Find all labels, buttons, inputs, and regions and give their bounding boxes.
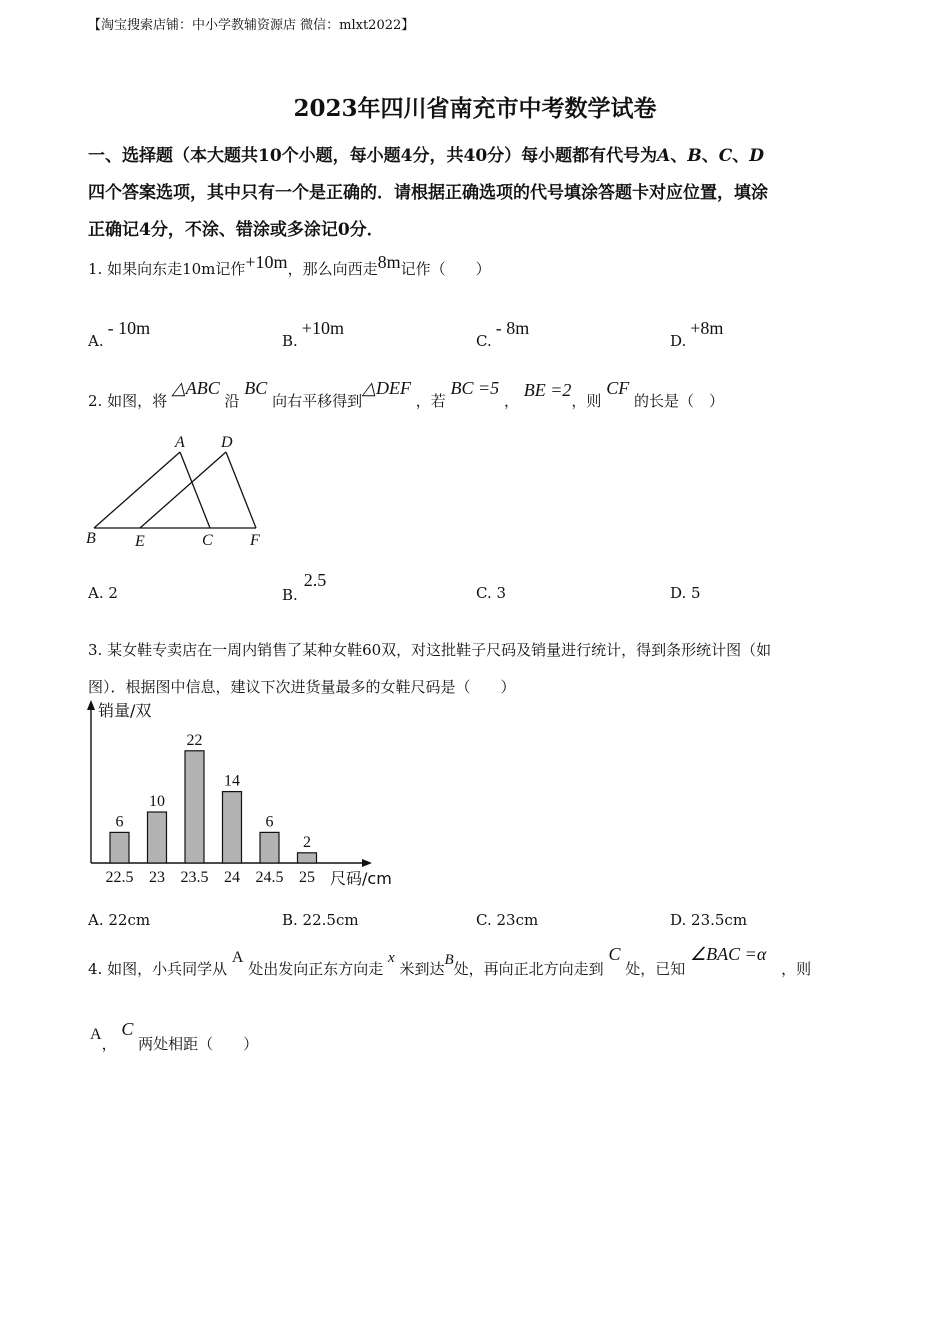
label-c: C bbox=[202, 532, 213, 549]
q3-line-2: 图）．根据图中信息，建议下次进货量最多的女鞋尺码是（ ） bbox=[88, 678, 516, 696]
q2-text-d: ，若 bbox=[415, 392, 446, 410]
q2-math-triangle-def: △DEF bbox=[362, 378, 411, 398]
q3-line-1: 3. 某女鞋专卖店在一周内销售了某种女鞋60双，对这批鞋子尺码及销量进行统计，得到条形统计图（如 bbox=[88, 641, 772, 659]
section-instructions bbox=[88, 138, 868, 249]
option-value: 2.5 bbox=[303, 570, 327, 590]
page-header: 【淘宝搜索店铺：中小学教辅资源店 微信：mlxt2022】 bbox=[88, 18, 415, 33]
bar-23.5 bbox=[185, 751, 204, 863]
bar-value-label: 2 bbox=[303, 833, 311, 851]
sep: 、 bbox=[732, 146, 750, 166]
question-1 bbox=[88, 252, 491, 279]
q2-comma: ， bbox=[503, 392, 519, 410]
option-value: - 8m bbox=[495, 318, 530, 338]
q4-text-d: 处，再向正北方向走到 bbox=[453, 960, 604, 978]
bar-value-label: 6 bbox=[265, 813, 274, 831]
q1-option-a[interactable] bbox=[88, 318, 151, 351]
option-label: A. bbox=[88, 332, 104, 350]
q4-line2-c: C bbox=[121, 1019, 134, 1039]
section-line-1: 一、选择题（本大题共10个小题，每小题4分，共40分）每小题都有代号为 bbox=[88, 146, 658, 166]
q1-option-c[interactable] bbox=[476, 318, 530, 351]
q4-line2-comma: ， bbox=[101, 1035, 117, 1053]
letter-c: C bbox=[718, 146, 733, 166]
q4-math-angle: ∠BAC =α bbox=[690, 944, 767, 964]
q3-option-a[interactable]: A. 22cm bbox=[88, 911, 151, 929]
q4-text-e: 处，已知 bbox=[625, 960, 686, 978]
segment-ac bbox=[180, 452, 210, 528]
question-2 bbox=[88, 378, 725, 411]
q2-option-d[interactable] bbox=[670, 584, 701, 602]
option-value: +10m bbox=[301, 318, 344, 338]
segment-ed bbox=[140, 452, 226, 528]
bar-23 bbox=[148, 812, 167, 863]
letter-d: D bbox=[749, 146, 765, 166]
bar-value-label: 6 bbox=[115, 813, 124, 831]
q2-text-f: 的长是（ ） bbox=[634, 392, 725, 410]
x-tick-label: 25 bbox=[299, 869, 315, 886]
q2-math-bc: BC bbox=[244, 378, 268, 398]
bar-24.5 bbox=[260, 832, 279, 863]
y-axis-label: 销量/双 bbox=[98, 701, 152, 720]
q1-math-1: +10m bbox=[245, 252, 288, 272]
letter-b: B bbox=[687, 146, 702, 166]
segment-df bbox=[226, 452, 256, 528]
bar-24 bbox=[223, 792, 242, 863]
q2-option-c[interactable] bbox=[476, 584, 506, 602]
bar-22.5 bbox=[110, 832, 129, 863]
label-e: E bbox=[135, 533, 145, 550]
label-a: A bbox=[175, 434, 185, 451]
q4-text-c: 米到达 bbox=[399, 960, 445, 978]
section-line-2: 四个答案选项，其中只有一个是正确的．请根据正确选项的代号填涂答题卡对应位置，填涂 bbox=[88, 183, 768, 203]
letter-a: A bbox=[657, 146, 671, 166]
option-label: C. 3 bbox=[476, 584, 507, 602]
q4-math-a: A bbox=[231, 949, 244, 966]
x-tick-label: 24 bbox=[224, 869, 240, 886]
sep: 、 bbox=[701, 146, 719, 166]
x-tick-label: 24.5 bbox=[255, 869, 284, 886]
q3-option-b[interactable]: B. 22.5cm bbox=[282, 911, 359, 929]
page-title: 2023年四川省南充市中考数学试卷 bbox=[293, 95, 657, 122]
q1-text: 1. 如果向东走10m记作 bbox=[88, 260, 246, 278]
question-3 bbox=[88, 632, 771, 706]
q1-option-d[interactable] bbox=[670, 318, 724, 351]
q3-option-c[interactable]: C. 23cm bbox=[476, 911, 539, 929]
section-line-3: 正确记4分，不涂、错涂或多涂记0分． bbox=[88, 220, 384, 240]
y-axis-arrow bbox=[87, 700, 95, 710]
q1-math-2: 8m bbox=[377, 252, 401, 272]
q2-option-a[interactable] bbox=[88, 584, 118, 602]
q3-option-d[interactable]: D. 23.5cm bbox=[670, 911, 748, 929]
q2-text-b: 沿 bbox=[224, 392, 240, 410]
sep: 、 bbox=[670, 146, 688, 166]
q2-math-be-2: BE =2 bbox=[523, 380, 572, 400]
shoe-size-bar-chart bbox=[80, 696, 410, 892]
label-f: F bbox=[250, 532, 260, 549]
option-label: C. bbox=[476, 332, 492, 350]
option-label: D. 5 bbox=[670, 584, 701, 602]
segment-ba bbox=[94, 452, 180, 528]
q4-math-x: x bbox=[388, 950, 395, 966]
q2-text-a: 2. 如图，将 bbox=[88, 392, 168, 410]
option-value: - 10m bbox=[107, 318, 151, 338]
q4-text-b: 处出发向正东方向走 bbox=[248, 960, 384, 978]
q4-math-b: B bbox=[444, 952, 454, 968]
option-value: +8m bbox=[690, 318, 724, 338]
bar-value-label: 22 bbox=[186, 731, 203, 749]
q1-text-b: ，那么向西走 bbox=[287, 260, 378, 278]
q2-math-bc-5: BC =5 bbox=[450, 378, 500, 398]
q2-math-cf: CF bbox=[606, 378, 630, 398]
x-tick-label: 22.5 bbox=[105, 869, 134, 886]
q1-text-c: 记作（ ） bbox=[400, 260, 491, 278]
label-d: D bbox=[221, 434, 233, 451]
question-4-line-2 bbox=[90, 1019, 259, 1054]
q1-option-b[interactable] bbox=[282, 318, 344, 351]
option-label: D. bbox=[670, 332, 687, 350]
q2-option-b[interactable] bbox=[282, 570, 327, 605]
q2-math-triangle-abc: △ABC bbox=[171, 378, 220, 398]
q4-line2-text: 两处相距（ ） bbox=[138, 1035, 259, 1053]
label-b: B bbox=[86, 530, 96, 547]
question-4 bbox=[88, 944, 812, 979]
option-label: A. 2 bbox=[88, 584, 118, 602]
q4-text-f: ，则 bbox=[781, 960, 812, 978]
bar-value-label: 10 bbox=[149, 793, 165, 810]
bar-value-label: 14 bbox=[224, 772, 240, 790]
q4-math-c: C bbox=[608, 944, 621, 964]
option-label: B. bbox=[282, 332, 298, 350]
x-tick-label: 23 bbox=[149, 869, 165, 886]
bar-25 bbox=[298, 853, 317, 863]
option-label: B. bbox=[282, 586, 298, 604]
q4-text-a: 4. 如图，小兵同学从 bbox=[88, 960, 228, 978]
q4-line2-a: A bbox=[90, 1026, 102, 1043]
x-tick-label: 23.5 bbox=[180, 869, 209, 886]
q2-text-c: 向右平移得到 bbox=[272, 392, 363, 410]
x-axis-label: 尺码/cm bbox=[330, 869, 392, 888]
x-axis-arrow bbox=[362, 859, 372, 867]
triangle-translation-figure bbox=[80, 428, 280, 553]
q2-text-e: ，则 bbox=[571, 392, 602, 410]
